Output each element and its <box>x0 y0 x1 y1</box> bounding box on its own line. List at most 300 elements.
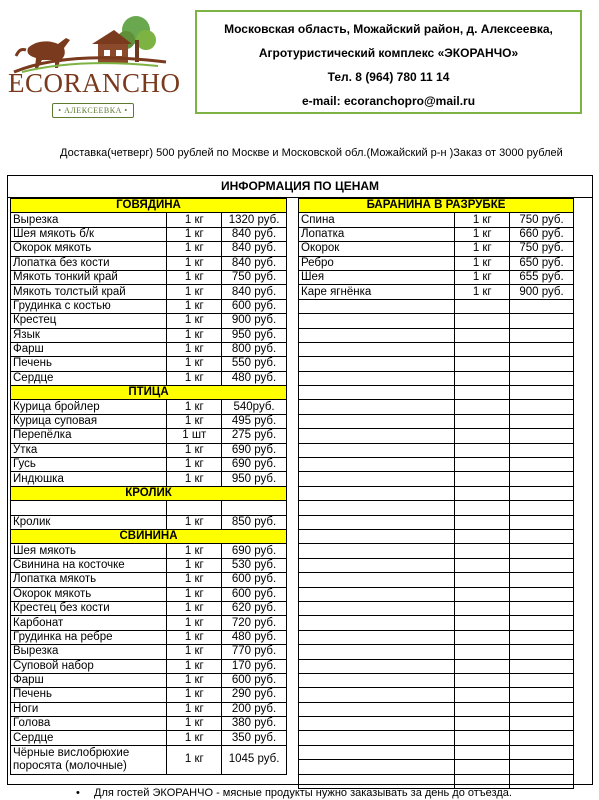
product-name: Язык <box>11 328 167 342</box>
empty-cell <box>510 357 574 371</box>
price-row <box>11 270 287 284</box>
product-unit: 1 кг <box>167 515 222 529</box>
guest-note <box>76 787 512 799</box>
empty-cell <box>510 299 574 313</box>
product-name: Перепёлка <box>11 429 167 443</box>
empty-cell <box>510 371 574 385</box>
empty-cell <box>510 529 574 543</box>
email-line: e-mail: ecoranchopro@mail.ru <box>301 94 476 108</box>
empty-cell <box>510 342 574 356</box>
empty-cell <box>455 386 510 400</box>
empty-row <box>299 386 574 400</box>
product-unit: 1 кг <box>167 702 222 716</box>
product-price: 770 руб. <box>222 645 287 659</box>
empty-row <box>299 731 574 745</box>
empty-row <box>299 443 574 457</box>
empty-cell <box>299 673 455 687</box>
empty-row <box>299 645 574 659</box>
product-name: Сердце <box>11 731 167 745</box>
empty-cell <box>299 688 455 702</box>
product-unit: 1 кг <box>167 400 222 414</box>
empty-cell <box>510 386 574 400</box>
empty-cell <box>299 458 455 472</box>
price-row <box>11 601 287 615</box>
empty-row <box>299 702 574 716</box>
product-unit: 1 кг <box>167 328 222 342</box>
empty-cell <box>299 429 455 443</box>
product-unit: 1 кг <box>167 673 222 687</box>
price-board-title: ИНФОРМАЦИЯ ПО ЦЕНАМ <box>8 176 592 198</box>
empty-cell <box>299 573 455 587</box>
product-price: 600 руб. <box>222 299 287 313</box>
price-row <box>11 573 287 587</box>
empty-cell <box>455 299 510 313</box>
price-row <box>11 688 287 702</box>
price-row <box>11 357 287 371</box>
price-row <box>11 745 287 774</box>
product-price: 900 руб. <box>510 285 574 299</box>
product-name: Грудинка на ребре <box>11 630 167 644</box>
empty-row <box>299 328 574 342</box>
product-unit: 1 кг <box>167 573 222 587</box>
empty-cell <box>510 645 574 659</box>
product-name: Лопатка без кости <box>11 256 167 270</box>
empty-cell <box>455 573 510 587</box>
empty-cell <box>455 645 510 659</box>
product-price: 840 руб. <box>222 285 287 299</box>
product-price: 600 руб. <box>222 573 287 587</box>
product-price: 950 руб. <box>222 328 287 342</box>
empty-cell <box>455 429 510 443</box>
product-price: 350 руб. <box>222 731 287 745</box>
product-name: Суповой набор <box>11 659 167 673</box>
product-unit: 1 кг <box>167 616 222 630</box>
empty-cell <box>455 702 510 716</box>
empty-cell <box>299 328 455 342</box>
empty-cell <box>510 486 574 500</box>
empty-row <box>299 717 574 731</box>
empty-cell <box>455 544 510 558</box>
price-row <box>11 515 287 529</box>
empty-cell <box>299 515 455 529</box>
empty-cell <box>455 760 510 774</box>
empty-cell <box>455 745 510 759</box>
product-name: Карбонат <box>11 616 167 630</box>
empty-cell <box>510 717 574 731</box>
empty-cell <box>299 314 455 328</box>
product-unit: 1 кг <box>167 717 222 731</box>
empty-cell <box>510 314 574 328</box>
empty-row <box>299 616 574 630</box>
empty-cell <box>299 299 455 313</box>
product-unit: 1 кг <box>167 213 222 227</box>
empty-row <box>299 558 574 572</box>
empty-cell <box>299 386 455 400</box>
product-name: Вырезка <box>11 645 167 659</box>
empty-cell <box>455 443 510 457</box>
product-name: Лопатка <box>299 227 455 241</box>
empty-cell <box>455 601 510 615</box>
product-price: 600 руб. <box>222 673 287 687</box>
product-unit: 1 кг <box>167 443 222 457</box>
empty-row <box>299 472 574 486</box>
empty-row <box>299 573 574 587</box>
empty-cell <box>455 314 510 328</box>
empty-cell <box>299 702 455 716</box>
empty-row <box>299 501 574 515</box>
empty-cell <box>510 731 574 745</box>
empty-cell <box>510 443 574 457</box>
product-price: 530 руб. <box>222 558 287 572</box>
empty-cell <box>455 659 510 673</box>
product-unit: 1 кг <box>455 270 510 284</box>
product-price: 480 руб. <box>222 630 287 644</box>
empty-cell <box>299 731 455 745</box>
empty-row <box>299 400 574 414</box>
product-unit: 1 кг <box>167 458 222 472</box>
product-name: Мякоть тонкий край <box>11 270 167 284</box>
price-row <box>11 400 287 414</box>
empty-cell <box>299 472 455 486</box>
empty-cell <box>299 760 455 774</box>
product-name: Индюшка <box>11 472 167 486</box>
empty-cell <box>299 501 455 515</box>
product-unit: 1 кг <box>167 587 222 601</box>
empty-cell <box>455 486 510 500</box>
price-row <box>11 256 287 270</box>
empty-cell <box>510 673 574 687</box>
price-row <box>11 213 287 227</box>
product-unit: 1 кг <box>167 659 222 673</box>
price-row <box>11 544 287 558</box>
empty-cell <box>510 616 574 630</box>
product-name: Печень <box>11 357 167 371</box>
ecorancho-logo <box>8 10 181 115</box>
empty-cell <box>299 486 455 500</box>
product-name: Шея <box>299 270 455 284</box>
product-name: Грудинка с костью <box>11 299 167 313</box>
product-price: 290 руб. <box>222 688 287 702</box>
empty-cell <box>455 414 510 428</box>
product-unit: 1 кг <box>167 414 222 428</box>
product-name: Свинина на косточке <box>11 558 167 572</box>
price-row <box>11 227 287 241</box>
product-unit: 1 шт <box>167 429 222 443</box>
product-unit: 1 кг <box>167 342 222 356</box>
price-row <box>11 458 287 472</box>
product-unit: 1 кг <box>167 645 222 659</box>
product-name: Ребро <box>299 256 455 270</box>
product-name: Курица суповая <box>11 414 167 428</box>
empty-cell <box>510 429 574 443</box>
product-unit: 1 кг <box>167 558 222 572</box>
price-board <box>7 175 593 785</box>
empty-cell <box>455 357 510 371</box>
product-price: 750 руб. <box>510 213 574 227</box>
product-unit: 1 кг <box>167 630 222 644</box>
price-row <box>299 285 574 299</box>
empty-cell <box>455 630 510 644</box>
empty-row <box>299 299 574 313</box>
empty-row <box>299 371 574 385</box>
product-price: 800 руб. <box>222 342 287 356</box>
product-price: 750 руб. <box>510 242 574 256</box>
category-header-row <box>11 199 287 213</box>
product-unit: 1 кг <box>167 688 222 702</box>
product-price: 950 руб. <box>222 472 287 486</box>
price-row <box>299 256 574 270</box>
product-price: 200 руб. <box>222 702 287 716</box>
empty-row <box>299 630 574 644</box>
empty-row <box>299 414 574 428</box>
empty-row <box>299 529 574 543</box>
product-unit: 1 кг <box>167 314 222 328</box>
product-price: 1320 руб. <box>222 213 287 227</box>
empty-row <box>299 486 574 500</box>
product-name: Печень <box>11 688 167 702</box>
empty-cell <box>299 659 455 673</box>
product-name: Окорок мякоть <box>11 587 167 601</box>
product-unit: 1 кг <box>455 256 510 270</box>
product-unit: 1 кг <box>455 227 510 241</box>
empty-row <box>299 673 574 687</box>
empty-cell <box>510 587 574 601</box>
empty-cell <box>299 587 455 601</box>
empty-row <box>299 544 574 558</box>
price-row <box>11 472 287 486</box>
empty-cell <box>510 328 574 342</box>
category-title: ГОВЯДИНА <box>11 199 287 213</box>
empty-cell <box>455 458 510 472</box>
price-row <box>11 717 287 731</box>
empty-row <box>299 458 574 472</box>
address-line: Московская область, Можайский район, д. Алексеевка, <box>224 22 553 36</box>
empty-cell <box>299 529 455 543</box>
price-row <box>11 673 287 687</box>
product-price: 660 руб. <box>510 227 574 241</box>
empty-cell <box>299 414 455 428</box>
product-price: 690 руб. <box>222 443 287 457</box>
product-unit: 1 кг <box>167 270 222 284</box>
category-title: КРОЛИК <box>11 486 287 500</box>
empty-cell <box>299 443 455 457</box>
empty-cell <box>299 357 455 371</box>
delivery-info: Доставка(четверг) 500 рублей по Москве и Московской обл.(Можайский р-н )Заказ от 3000 рублей <box>60 147 563 159</box>
logo-location-tag: • АЛЕКСЕЕВКА • <box>52 103 134 118</box>
price-row <box>11 558 287 572</box>
price-row <box>299 213 574 227</box>
empty-row <box>299 601 574 615</box>
empty-cell <box>299 400 455 414</box>
category-title: СВИНИНА <box>11 529 287 543</box>
right-price-table <box>298 198 574 789</box>
category-header-row <box>11 486 287 500</box>
empty-cell <box>510 472 574 486</box>
product-unit: 1 кг <box>167 472 222 486</box>
price-row <box>299 270 574 284</box>
empty-cell <box>299 371 455 385</box>
price-row <box>299 227 574 241</box>
complex-name-line: Агротуристический комплекс «ЭКОРАНЧО» <box>258 46 519 60</box>
empty-row <box>299 314 574 328</box>
empty-cell <box>299 601 455 615</box>
empty-cell <box>455 587 510 601</box>
category-title: БАРАНИНА В РАЗРУБКЕ <box>299 199 574 213</box>
empty-cell <box>510 558 574 572</box>
product-price: 690 руб. <box>222 544 287 558</box>
left-price-table <box>10 198 287 775</box>
empty-cell <box>510 745 574 759</box>
price-row <box>299 242 574 256</box>
product-price: 620 руб. <box>222 601 287 615</box>
empty-cell <box>455 400 510 414</box>
product-price: 840 руб. <box>222 227 287 241</box>
product-price: 840 руб. <box>222 256 287 270</box>
logo-wordmark: ECORANCHO <box>8 68 181 98</box>
product-name: Крестец без кости <box>11 601 167 615</box>
product-name: Голова <box>11 717 167 731</box>
empty-cell <box>510 774 574 788</box>
price-row <box>11 371 287 385</box>
empty-row <box>299 357 574 371</box>
product-unit: 1 кг <box>455 285 510 299</box>
product-price: 650 руб. <box>510 256 574 270</box>
price-row <box>11 630 287 644</box>
product-name: Утка <box>11 443 167 457</box>
empty-cell <box>455 558 510 572</box>
product-price: 540руб. <box>222 400 287 414</box>
bullet-icon: • <box>76 787 80 799</box>
product-unit: 1 кг <box>167 745 222 774</box>
empty-cell <box>510 414 574 428</box>
product-price: 480 руб. <box>222 371 287 385</box>
category-header-row <box>11 529 287 543</box>
empty-cell <box>510 702 574 716</box>
product-price: 690 руб. <box>222 458 287 472</box>
price-row <box>11 429 287 443</box>
product-name: Гусь <box>11 458 167 472</box>
price-row <box>11 443 287 457</box>
price-row <box>11 328 287 342</box>
product-unit: 1 кг <box>455 242 510 256</box>
product-price: 900 руб. <box>222 314 287 328</box>
empty-row <box>299 587 574 601</box>
product-name: Ноги <box>11 702 167 716</box>
product-unit: 1 кг <box>167 227 222 241</box>
empty-cell <box>299 745 455 759</box>
product-price: 600 руб. <box>222 587 287 601</box>
empty-row <box>299 429 574 443</box>
price-row <box>11 242 287 256</box>
empty-cell <box>455 688 510 702</box>
empty-cell <box>510 601 574 615</box>
product-price: 1045 руб. <box>222 745 287 774</box>
product-name: Вырезка <box>11 213 167 227</box>
price-row <box>11 342 287 356</box>
empty-cell <box>299 544 455 558</box>
product-price: 550 руб. <box>222 357 287 371</box>
empty-cell <box>510 760 574 774</box>
empty-cell <box>455 342 510 356</box>
category-title: ПТИЦА <box>11 386 287 400</box>
empty-cell <box>455 371 510 385</box>
product-name: Шея мякоть <box>11 544 167 558</box>
product-name: Кролик <box>11 515 167 529</box>
empty-cell <box>455 472 510 486</box>
empty-row <box>299 760 574 774</box>
price-row <box>11 285 287 299</box>
empty-cell <box>455 529 510 543</box>
product-price: 275 руб. <box>222 429 287 443</box>
empty-row <box>299 515 574 529</box>
empty-row <box>11 501 287 515</box>
empty-cell <box>455 328 510 342</box>
product-unit: 1 кг <box>167 256 222 270</box>
product-name: Фарш <box>11 673 167 687</box>
empty-cell <box>510 515 574 529</box>
price-row <box>11 731 287 745</box>
product-name: Лопатка мякоть <box>11 573 167 587</box>
guest-note-text: Для гостей ЭКОРАНЧО - мясные продукты нужно заказывать за день до отъезда. <box>94 787 512 799</box>
product-name: Спина <box>299 213 455 227</box>
empty-row <box>299 342 574 356</box>
product-name: Окорок <box>299 242 455 256</box>
product-name: Каре ягнёнка <box>299 285 455 299</box>
empty-cell <box>299 616 455 630</box>
empty-row <box>299 659 574 673</box>
empty-cell <box>510 573 574 587</box>
price-row <box>11 587 287 601</box>
empty-cell <box>510 688 574 702</box>
empty-cell <box>510 400 574 414</box>
product-name: Крестец <box>11 314 167 328</box>
product-unit: 1 кг <box>167 544 222 558</box>
product-name: Сердце <box>11 371 167 385</box>
phone-line: Тел. 8 (964) 780 11 14 <box>327 70 450 84</box>
empty-cell <box>455 673 510 687</box>
empty-cell <box>455 717 510 731</box>
product-unit: 1 кг <box>167 357 222 371</box>
product-unit: 1 кг <box>167 242 222 256</box>
category-header-row <box>299 199 574 213</box>
empty-cell <box>510 458 574 472</box>
empty-cell <box>299 342 455 356</box>
product-name: Окорок мякоть <box>11 242 167 256</box>
price-row <box>11 659 287 673</box>
price-row <box>11 645 287 659</box>
empty-cell <box>222 501 287 515</box>
product-price: 170 руб. <box>222 659 287 673</box>
empty-cell <box>167 501 222 515</box>
product-unit: 1 кг <box>167 299 222 313</box>
empty-cell <box>455 616 510 630</box>
empty-cell <box>510 630 574 644</box>
product-price: 655 руб. <box>510 270 574 284</box>
price-row <box>11 702 287 716</box>
empty-cell <box>11 501 167 515</box>
empty-cell <box>299 645 455 659</box>
empty-cell <box>299 630 455 644</box>
product-unit: 1 кг <box>167 285 222 299</box>
product-name: Чёрные вислобрюхие поросята (молочные) <box>11 745 167 774</box>
product-name: Мякоть толстый край <box>11 285 167 299</box>
empty-cell <box>510 544 574 558</box>
product-unit: 1 кг <box>455 213 510 227</box>
product-unit: 1 кг <box>167 601 222 615</box>
price-row <box>11 314 287 328</box>
price-row <box>11 414 287 428</box>
empty-row <box>299 688 574 702</box>
